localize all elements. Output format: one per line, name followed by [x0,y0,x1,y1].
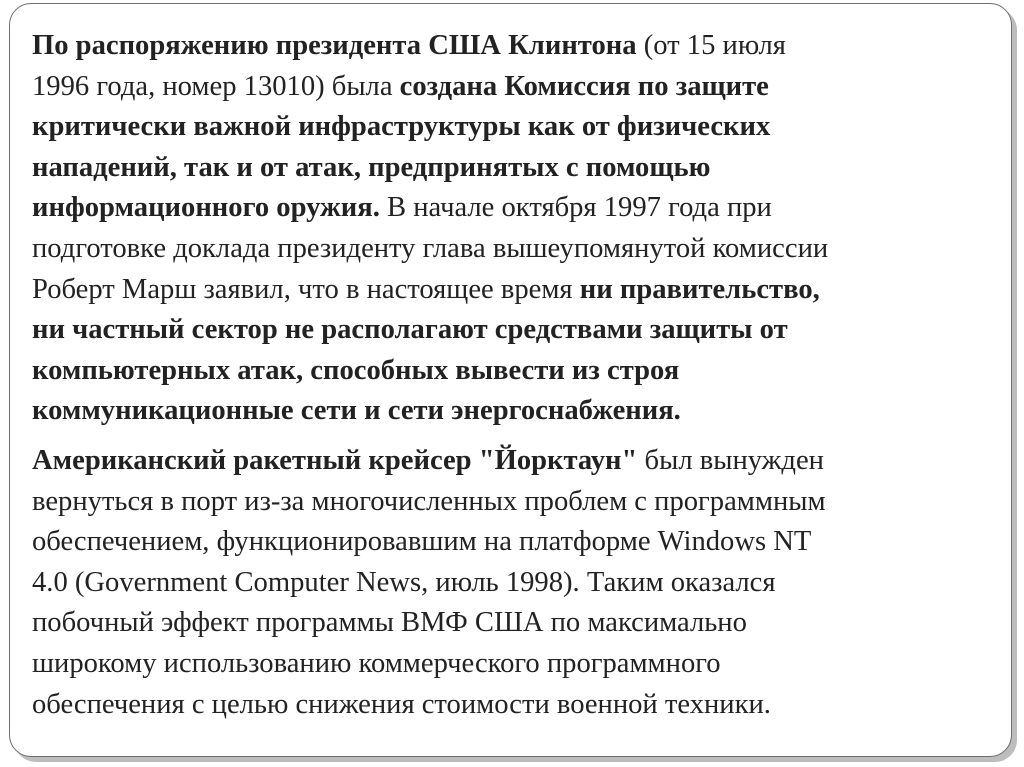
bold-text: коммуникационные сети и сети энергоснабжения. [32,395,681,427]
regular-text: обеспечением, функционировавшим на платформе Windows NT [32,526,812,558]
text-line [32,603,1004,644]
regular-text: широкому использованию коммерческого программного [32,647,721,679]
text-line [32,229,1004,270]
regular-text: 1996 года, номер 13010) была [32,70,400,102]
bold-text: компьютерных атак, способных вывести из строя [32,354,680,386]
paragraph [32,441,1004,725]
text-line [32,391,1004,432]
bold-text: Американский ракетный крейсер "Йорктаун" [32,444,638,476]
bold-text: критически важной инфраструктуры как от физических [32,111,771,143]
text-line [32,563,1004,604]
text-line [32,482,1004,523]
bold-text: ни частный сектор не располагают средствами защиты от [32,314,788,346]
text-line [32,310,1004,351]
regular-text: (от 15 июля [636,30,786,61]
bold-text: По распоряжению президента США Клинтона [32,30,637,61]
text-line [32,270,1004,311]
regular-text: подготовке доклада президенту глава вышеупомянутой комиссии [32,232,829,264]
regular-text: побочный эффект программы ВМФ США по максимально [32,607,747,639]
regular-text: вернуться в порт из-за многочисленных проблем с программным [32,485,826,517]
slide-text [32,26,1004,725]
text-line [32,522,1004,563]
bold-text: ни правительство, [579,273,820,305]
regular-text: был вынужден [637,444,824,476]
text-line [32,67,1004,108]
regular-text: обеспечения с целью снижения стоимости военной техники. [32,688,771,720]
text-line [32,188,1004,229]
text-line [32,26,1004,67]
bold-text: создана Комиссия по защите [399,70,769,102]
text-line [32,644,1004,685]
text-line [32,685,1004,726]
regular-text: В начале октября 1997 года при [379,192,772,224]
text-line [32,351,1004,392]
bold-text: информационного оружия. [32,192,380,224]
regular-text: Роберт Марш заявил, что в настоящее время [32,273,580,305]
text-line [32,107,1004,148]
text-line [32,441,1004,482]
bold-text: нападений, так и от атак, предпринятых с помощью [32,151,711,183]
regular-text: 4.0 (Government Computer News, июль 1998). Таким оказался [32,566,776,598]
text-line [32,148,1004,189]
paragraph [32,26,1004,432]
